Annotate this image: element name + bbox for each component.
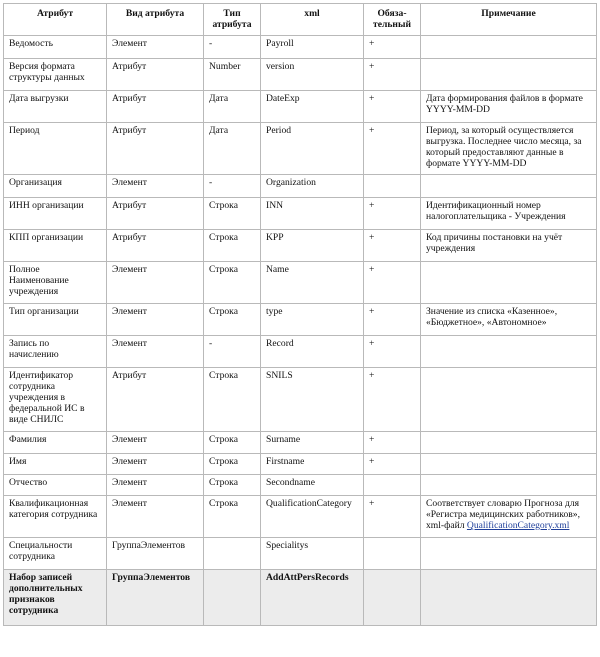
cell-required: + (364, 496, 421, 538)
cell-note (421, 432, 597, 454)
cell-attribute-kind: Элемент (107, 496, 204, 538)
table-body (4, 36, 597, 626)
cell-note (421, 570, 597, 626)
cell-attribute: Отчество (4, 475, 107, 496)
header-xml: xml (261, 4, 364, 36)
cell-attribute: Запись по начислению (4, 336, 107, 368)
cell-xml: Firstname (261, 454, 364, 475)
table-row (4, 230, 597, 262)
table-row (4, 36, 597, 59)
cell-required: + (364, 36, 421, 59)
cell-attribute-kind: Атрибут (107, 198, 204, 230)
cell-xml: QualificationCategory (261, 496, 364, 538)
cell-attribute-type: - (204, 336, 261, 368)
table-row (4, 368, 597, 432)
table-row (4, 336, 597, 368)
cell-note (421, 538, 597, 570)
header-required: Обяза-тельный (364, 4, 421, 36)
cell-attribute-type: - (204, 175, 261, 198)
cell-note (421, 496, 597, 538)
cell-attribute: Идентификатор сотрудника учреждения в федеральной ИС в виде СНИЛС (4, 368, 107, 432)
cell-required: + (364, 304, 421, 336)
cell-required: + (364, 432, 421, 454)
cell-note: Период, за который осуществляется выгрузка. Последнее число месяца, за который предоставляют данные в формате YYYY-MM-DD (421, 123, 597, 175)
cell-required (364, 175, 421, 198)
cell-attribute: ИНН организации (4, 198, 107, 230)
cell-attribute: Квалификационная категория сотрудника (4, 496, 107, 538)
cell-attribute-type: Строка (204, 432, 261, 454)
attributes-table (3, 3, 597, 626)
cell-required: + (364, 262, 421, 304)
cell-xml: AddAttPersRecords (261, 570, 364, 626)
cell-note: Дата формирования файлов в формате YYYY-MM-DD (421, 91, 597, 123)
cell-attribute-type: Строка (204, 454, 261, 475)
cell-attribute-type: Дата (204, 123, 261, 175)
cell-required (364, 570, 421, 626)
cell-xml: Secondname (261, 475, 364, 496)
cell-note: Значение из списка «Казенное», «Бюджетное», «Автономное» (421, 304, 597, 336)
cell-attribute-type: Строка (204, 496, 261, 538)
cell-attribute-type: Number (204, 59, 261, 91)
cell-attribute-type (204, 570, 261, 626)
cell-note (421, 336, 597, 368)
table-row (4, 175, 597, 198)
cell-xml: KPP (261, 230, 364, 262)
cell-required: + (364, 230, 421, 262)
table-row (4, 262, 597, 304)
cell-note (421, 175, 597, 198)
cell-xml: INN (261, 198, 364, 230)
cell-note (421, 475, 597, 496)
header-attribute: Атрибут (4, 4, 107, 36)
cell-xml: SNILS (261, 368, 364, 432)
cell-xml: type (261, 304, 364, 336)
cell-xml: version (261, 59, 364, 91)
table-row (4, 538, 597, 570)
cell-attribute: Фамилия (4, 432, 107, 454)
cell-attribute-kind: Элемент (107, 36, 204, 59)
cell-attribute-kind: Атрибут (107, 368, 204, 432)
cell-required (364, 475, 421, 496)
cell-attribute-kind: Элемент (107, 262, 204, 304)
table-row (4, 91, 597, 123)
cell-xml: Period (261, 123, 364, 175)
cell-attribute: Дата выгрузки (4, 91, 107, 123)
table-row (4, 475, 597, 496)
cell-attribute-type: Дата (204, 91, 261, 123)
table-row (4, 432, 597, 454)
cell-attribute-kind: Атрибут (107, 123, 204, 175)
cell-note: Код причины постановки на учёт учреждения (421, 230, 597, 262)
cell-attribute-kind: ГруппаЭлементов (107, 570, 204, 626)
note-text: Соответствует словарю Прогноза для «Регистра медицинских работников», xml-файл (426, 498, 580, 531)
table-row (4, 496, 597, 538)
cell-required: + (364, 198, 421, 230)
cell-xml: Specialitys (261, 538, 364, 570)
cell-attribute: Полное Наименование учреждения (4, 262, 107, 304)
cell-attribute-kind: Элемент (107, 175, 204, 198)
cell-attribute-type: Строка (204, 198, 261, 230)
cell-xml: DateExp (261, 91, 364, 123)
cell-required: + (364, 91, 421, 123)
cell-attribute: Период (4, 123, 107, 175)
cell-attribute-kind: Атрибут (107, 91, 204, 123)
cell-xml: Record (261, 336, 364, 368)
cell-attribute-type (204, 538, 261, 570)
cell-attribute-type: Строка (204, 262, 261, 304)
cell-attribute: Организация (4, 175, 107, 198)
cell-attribute-kind: ГруппаЭлементов (107, 538, 204, 570)
cell-attribute-kind: Атрибут (107, 59, 204, 91)
table-row (4, 570, 597, 626)
cell-xml: Name (261, 262, 364, 304)
cell-note (421, 368, 597, 432)
cell-note (421, 262, 597, 304)
table-row (4, 123, 597, 175)
table-header (4, 4, 597, 36)
cell-note (421, 59, 597, 91)
cell-attribute-kind: Атрибут (107, 230, 204, 262)
cell-attribute-type: - (204, 36, 261, 59)
cell-required: + (364, 59, 421, 91)
cell-attribute: Набор записей дополнительных признаков сотрудника (4, 570, 107, 626)
header-note: Примечание (421, 4, 597, 36)
cell-xml: Surname (261, 432, 364, 454)
cell-attribute-kind: Элемент (107, 304, 204, 336)
cell-attribute-type: Строка (204, 475, 261, 496)
cell-attribute: Ведомость (4, 36, 107, 59)
cell-attribute-type: Строка (204, 368, 261, 432)
table-row (4, 198, 597, 230)
header-attribute-type: Тип атрибута (204, 4, 261, 36)
cell-attribute: Версия формата структуры данных (4, 59, 107, 91)
cell-required: + (364, 454, 421, 475)
cell-attribute-kind: Элемент (107, 475, 204, 496)
cell-attribute-type: Строка (204, 304, 261, 336)
cell-required (364, 538, 421, 570)
table-row (4, 304, 597, 336)
cell-note (421, 36, 597, 59)
table-row (4, 59, 597, 91)
cell-note: Идентификационный номер налогоплательщика - Учреждения (421, 198, 597, 230)
cell-attribute-kind: Элемент (107, 454, 204, 475)
cell-attribute-kind: Элемент (107, 432, 204, 454)
header-attribute-kind: Вид атрибута (107, 4, 204, 36)
cell-required: + (364, 368, 421, 432)
cell-attribute: Имя (4, 454, 107, 475)
cell-xml: Payroll (261, 36, 364, 59)
cell-attribute-kind: Элемент (107, 336, 204, 368)
cell-attribute-type: Строка (204, 230, 261, 262)
cell-attribute: Тип организации (4, 304, 107, 336)
table-row (4, 454, 597, 475)
cell-xml: Organization (261, 175, 364, 198)
cell-required: + (364, 336, 421, 368)
cell-attribute: Специальности сотрудника (4, 538, 107, 570)
cell-required: + (364, 123, 421, 175)
cell-note (421, 454, 597, 475)
cell-attribute: КПП организации (4, 230, 107, 262)
note-file-link[interactable]: QualificationCategory.xml (466, 520, 570, 531)
